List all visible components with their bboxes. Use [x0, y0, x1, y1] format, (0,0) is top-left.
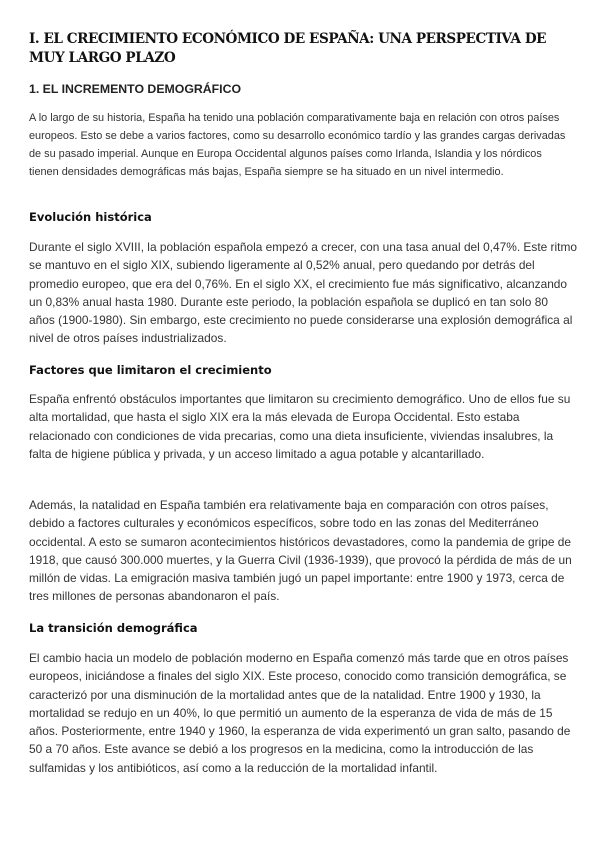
- document-title: I. EL CRECIMIENTO ECONÓMICO DE ESPAÑA: UNA PERSPECTIVA DE MUY LARGO PLAZO: [29, 31, 547, 66]
- paragraph-natalidad: Además, la natalidad en España también era relativamente baja en comparación con otros países, debido a factores culturales y económicos específicos, sobre todo en las zonas del Mediterráneo occidental. A esto se sumaron acontecimientos históricos devastadores, como la pandemia de gripe de 1918, que causó 300.000 muertes, y la Guerra Civil (1936-1939), que provocó la pérdida de más de un millón de vidas. La emigración masiva también jugó un papel importante: entre 1900 y 1973, cerca de tres millones de personas abandonaron el país.: [29, 498, 572, 604]
- section-subtitle: 1. EL INCREMENTO DEMOGRÁFICO: [29, 82, 242, 96]
- paragraph-evolucion-historica: Durante el siglo XVIII, la población española empezó a crecer, con una tasa anual del 0,47%. Este ritmo se mantuvo en el siglo XIX, subiendo ligeramente al 0,52% anual, pero quedando por detrás del promedio europeo, que era del 0,76%. En el siglo XX, el crecimiento fue más significativo, alcanzando un 0,83% anual hasta 1980. Durante este periodo, la población española se duplicó en tan solo 80 años (1900-1980). Sin embargo, este crecimiento no puede considerarse una explosión demográfica al nivel de otros países industrializados.: [29, 240, 577, 346]
- intro-paragraph: A lo largo de su historia, España ha tenido una población comparativamente baja en relación con otros países europeos. Esto se debe a varios factores, como su desarrollo económico tardío y las grandes cargas derivadas de su pasado imperial. Aunque en Europa Occidental algunos países como Irlanda, Islandia y los nórdicos tienen densidades demográficas más bajas, España siempre se ha situado en un nivel intermedio.: [29, 112, 566, 178]
- paragraph-transicion-demografica: El cambio hacia un modelo de población moderno en España comenzó más tarde que en otros países europeos, iniciándose a finales del siglo XIX. Este proceso, conocido como transición demográfica, se caracterizó por una disminución de la mortalidad antes que de la natalidad. Entre 1900 y 1930, la mortalidad se redujo en un 40%, lo que permitió un aumento de la esperanza de vida de más de 15 años. Posteriormente, entre 1940 y 1960, la esperanza de vida experimentó un gran salto, pasando de 50 a 70 años. Este avance se debió a los progresos en la medicina, como la introducción de las sulfamidas y los antibióticos, así como a la reducción de la mortalidad infantil.: [29, 651, 571, 775]
- heading-transicion-demografica: La transición demográfica: [29, 621, 198, 635]
- paragraph-mortalidad: España enfrentó obstáculos importantes que limitaron su crecimiento demográfico. Uno de ellos fue su alta mortalidad, que hasta el siglo XIX era la más elevada de Europa Occidental. Esto estaba relacionado con condiciones de vida precarias, como una dieta insuficiente, viviendas insalubres, la falta de higiene pública y privada, y un acceso limitado a agua potable y alcantarillado.: [29, 392, 571, 461]
- heading-factores-limitantes: Factores que limitaron el crecimiento: [29, 363, 272, 377]
- heading-evolucion-historica: Evolución histórica: [29, 210, 152, 224]
